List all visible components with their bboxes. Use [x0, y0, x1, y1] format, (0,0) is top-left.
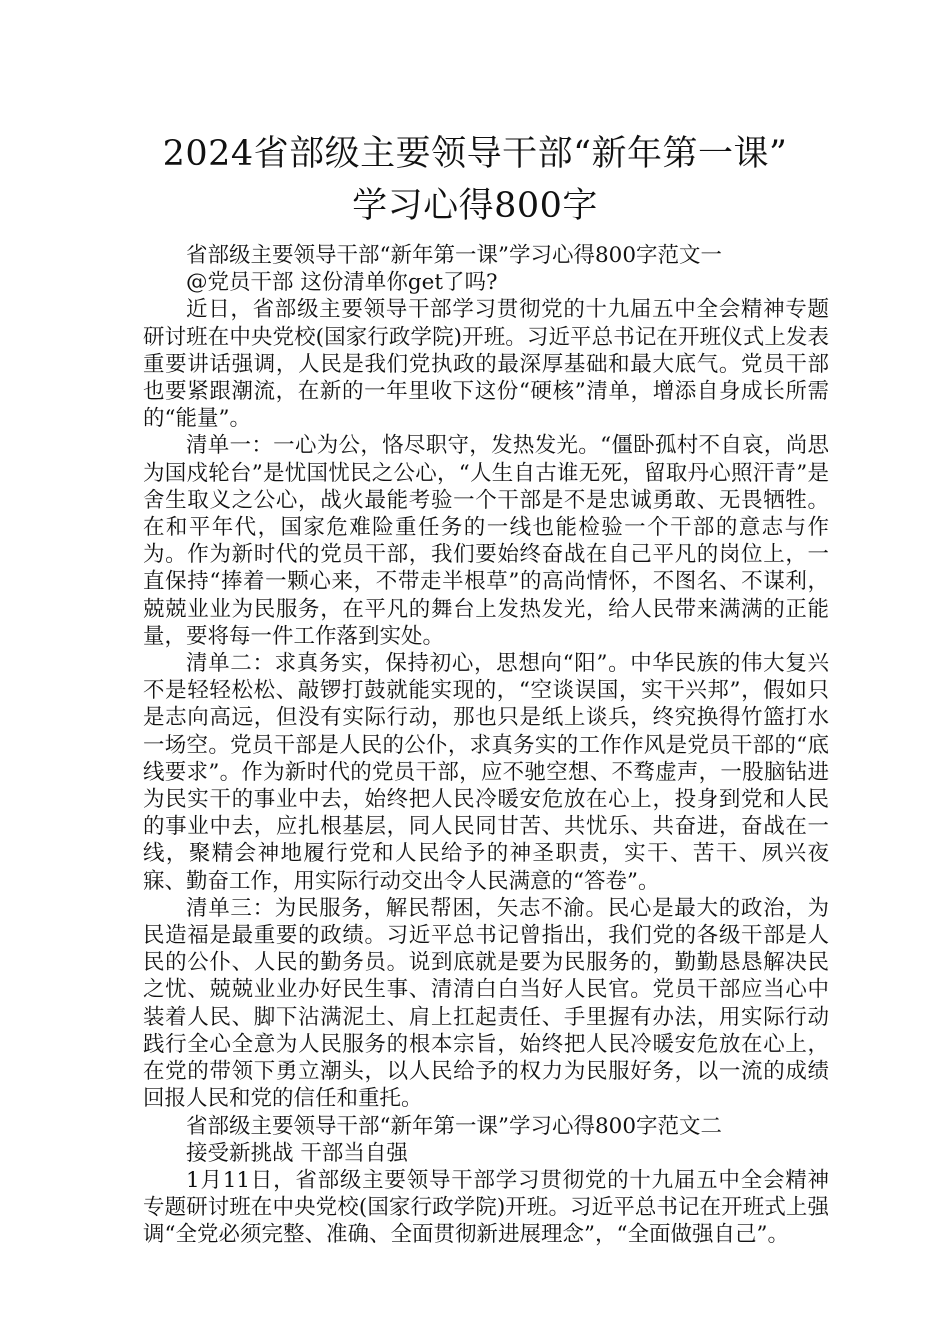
section-subtitle-2: 接受新挑战 干部当自强: [186, 1140, 408, 1166]
section-heading-2: 省部级主要领导干部“新年第一课”学习心得800字范文二: [186, 1113, 723, 1139]
title-line-2: 学习心得800字: [352, 186, 598, 226]
paragraph-list-three: 清单三：为民服务，解民帮困，矢志不渝。民心是最大的政治，为民造福是最重要的政绩。习近平总书记曾指出，我们党的各级干部是人民的公仆、人民的勤务员。说到底就是要为民服务的，勤勤恳恳解决民之忧、兢兢业业办好民生事、清清白白当好人民官。党员干部应当心中装着人民、脚下沾满泥土、肩上扛起责任、手里握有办法，用实际行动践行全心全意为人民服务的根本宗旨，始终把人民冷暖安危放在心上，在党的带领下勇立潮头，以人民给予的权力为民服好务，以一流的成绩回报人民和党的信任和重托。: [143, 895, 829, 1112]
title-line-1: 2024省部级主要领导干部“新年第一课”: [162, 134, 788, 174]
paragraph-intro: 近日，省部级主要领导干部学习贯彻党的十九届五中全会精神专题研讨班在中央党校(国家行政学院)开班。习近平总书记在开班仪式上发表重要讲话强调，人民是我们党执政的最深厚基础和最大底气。党员干部也要紧跟潮流，在新的一年里收下这份“硬核”清单，增添自身成长所需的“能量”。: [143, 297, 829, 432]
document-body: [143, 242, 829, 1249]
paragraph-list-two: 清单二：求真务实，保持初心，思想向“阳”。中华民族的伟大复兴不是轻轻松松、敲锣打鼓就能实现的，“空谈误国，实干兴邦”，假如只是志向高远，但没有实际行动，那也只是纸上谈兵，终究换得竹篮打水一场空。党员干部是人民的公仆，求真务实的工作作风是党员干部的“底线要求”。作为新时代的党员干部，应不驰空想、不骛虚声，一股脑钻进为民实干的事业中去，始终把人民冷暖安危放在心上，投身到党和人民的事业中去，应扎根基层，同人民同甘苦、共忧乐、共奋进，奋战在一线，聚精会神地履行党和人民给予的神圣职责，实干、苦干、夙兴夜寐、勤奋工作，用实际行动交出令人民满意的“答卷”。: [143, 651, 829, 894]
paragraph-section-two-intro: 1月11日，省部级主要领导干部学习贯彻党的十九届五中全会精神专题研讨班在中央党校(国家行政学院)开班。习近平总书记在开班式上强调“全党必须完整、准确、全面贯彻新进展理念”，“全面做强自己”。: [143, 1167, 829, 1248]
paragraph-list-one: 清单一：一心为公，恪尽职守，发热发光。“僵卧孤村不自哀，尚思为国戍轮台”是忧国忧民之公心，“人生自古谁无死，留取丹心照汗青”是舍生取义之公心，战火最能考验一个干部是不是忠诚勇敢、无畏牺牲。在和平年代，国家危难险重任务的一线也能检验一个干部的意志与作为。作为新时代的党员干部，我们要始终奋战在自己平凡的岗位上，一直保持“捧着一颗心来，不带走半根草”的高尚情怀，不图名、不谋利，兢兢业业为民服务，在平凡的舞台上发热发光，给人民带来满满的正能量，要将每一件工作落到实处。: [143, 433, 829, 649]
document-title: [60, 128, 890, 232]
section-heading-1: 省部级主要领导干部“新年第一课”学习心得800字范文一: [186, 243, 723, 268]
section-subtitle-1: @党员干部 这份清单你get了吗?: [186, 270, 498, 296]
